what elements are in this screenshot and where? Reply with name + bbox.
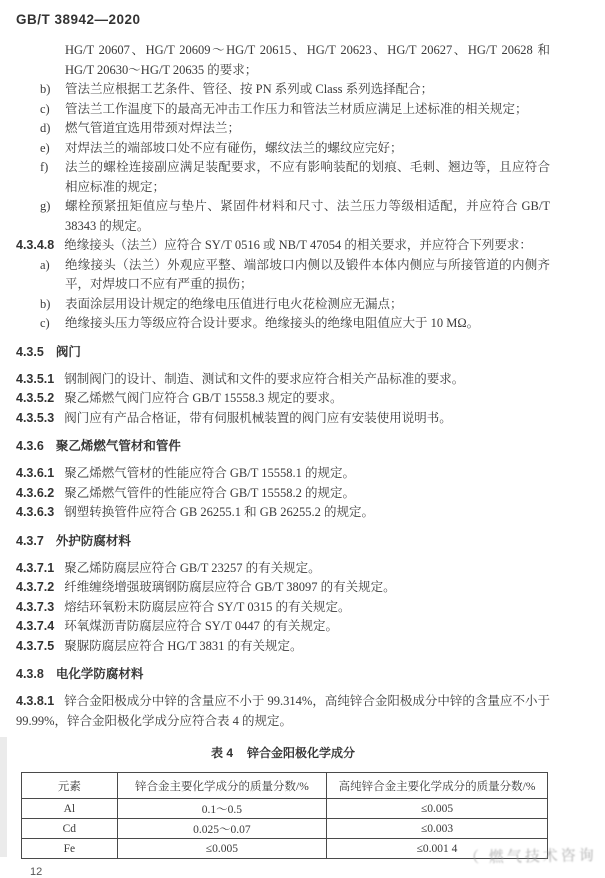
table-header-row xyxy=(22,773,548,799)
clause-text: 环氧煤沥青防腐层应符合 SY/T 0447 的有关规定。 xyxy=(64,619,338,633)
clause-text: 聚乙烯燃气管件的性能应符合 GB/T 15558.2 的规定。 xyxy=(64,485,355,500)
list-item-text: 螺栓预紧扭矩值应与垫片、紧固件材料和尺寸、法兰压力等级相适配，并应符合 GB/T 38343 的规定。 xyxy=(65,199,550,233)
clause xyxy=(16,578,550,598)
list-item xyxy=(16,119,550,139)
clause-number: 4.3.7.4 xyxy=(16,619,55,633)
cell-value: 0.1～0.5 xyxy=(117,799,326,819)
clause xyxy=(16,617,550,637)
clause-text: 钢塑转换管件应符合 GB 26255.1 和 GB 26255.2 的规定。 xyxy=(64,505,374,519)
list-item xyxy=(16,100,550,120)
clause xyxy=(16,464,550,484)
list-item-marker: c) xyxy=(40,101,50,116)
clause-text: 熔结环氧粉末防腐层应符合 SY/T 0315 的有关规定。 xyxy=(64,599,351,614)
clause xyxy=(16,409,550,429)
cell-element: Cd xyxy=(22,819,118,839)
list-item-text: 绝缘接头压力等级应符合设计要求。绝缘接头的绝缘电阻值应大于 10 MΩ。 xyxy=(65,316,480,330)
standard-number-header: GB/T 38942—2020 xyxy=(16,12,141,27)
list-item-text: 管法兰工作温度下的最高无冲击工作压力和管法兰材质应满足上述标准的相关规定； xyxy=(65,101,528,116)
list-item-text: 法兰的螺栓连接副应满足装配要求，不应有影响装配的划痕、毛刺、翘边等，且应符合相应标准的规定； xyxy=(65,160,550,194)
section-heading-4-3-5 xyxy=(16,343,550,362)
clause-text: 聚乙烯燃气阀门应符合 GB/T 15558.3 规定的要求。 xyxy=(64,391,343,405)
section-number: 4.3.7 xyxy=(16,533,44,548)
list-item xyxy=(16,80,550,100)
flange-requirements-list xyxy=(16,80,550,236)
clause-number: 4.3.7.2 xyxy=(16,580,55,594)
list-item-marker: d) xyxy=(40,121,51,135)
list-item-marker: e) xyxy=(40,140,50,155)
list-item-text: 管法兰应根据工艺条件、管径、按 PN 系列或 Class 系列选择配合； xyxy=(65,82,434,96)
document-page xyxy=(16,12,550,878)
clause-number: 4.3.5.1 xyxy=(16,371,55,386)
list-item-text: 燃气管道宜选用带颈对焊法兰； xyxy=(65,121,241,135)
clause-text: 聚脲防腐层应符合 HG/T 3831 的有关规定。 xyxy=(64,638,303,653)
cell-element: Al xyxy=(22,799,118,819)
section-title: 阀门 xyxy=(55,344,81,359)
section-number: 4.3.6 xyxy=(16,439,44,453)
clause-4-3-4-8 xyxy=(16,236,550,256)
clause-text: 阀门应有产品合格证，带有伺服机械装置的阀门应有安装使用说明书。 xyxy=(64,410,452,425)
list-item xyxy=(16,314,550,334)
cell-value: ≤0.005 xyxy=(327,799,548,819)
clause-number: 4.3.8.1 xyxy=(16,694,55,708)
cell-value: ≤0.001 4 xyxy=(327,839,548,859)
list-item-text: 表面涂层用设计规定的绝缘电压值进行电火花检测应无漏点； xyxy=(65,296,403,311)
list-item-marker: b) xyxy=(40,82,51,96)
insulating-joint-list xyxy=(16,256,550,334)
clause-number: 4.3.6.2 xyxy=(16,485,55,500)
cell-value: ≤0.003 xyxy=(327,819,548,839)
column-header-element: 元素 xyxy=(22,773,118,799)
section-title: 电化学防腐材料 xyxy=(55,667,144,681)
clause-number: 4.3.7.3 xyxy=(16,599,55,614)
clause xyxy=(16,559,550,579)
list-item xyxy=(16,295,550,315)
clause-number: 4.3.5.3 xyxy=(16,410,55,425)
clause xyxy=(16,484,550,504)
list-item xyxy=(16,158,550,197)
clause-text: 锌合金阳极成分中锌的含量应不小于 99.314%，高纯锌合金阳极成分中锌的含量应不小于 99.99%，锌合金阳极化学成分应符合表 4 的规定。 xyxy=(16,694,550,728)
table-4-caption xyxy=(16,744,550,761)
clause-text: 钢制阀门的设计、制造、测试和文件的要求应符合相关产品标准的要求。 xyxy=(64,371,465,386)
clause xyxy=(16,370,550,390)
clause-number: 4.3.7.1 xyxy=(16,560,55,575)
clause-text: 聚乙烯燃气管材的性能应符合 GB/T 15558.1 的规定。 xyxy=(64,466,355,480)
clause xyxy=(16,692,550,731)
table-caption-title: 锌合金阳极化学成分 xyxy=(247,746,356,760)
watermark-text: （ 燃气技术咨询 xyxy=(464,847,598,867)
section-number: 4.3.5 xyxy=(16,344,44,359)
section-number: 4.3.8 xyxy=(16,667,44,681)
list-item-marker: b) xyxy=(40,296,51,311)
list-item xyxy=(16,139,550,159)
list-item-marker: c) xyxy=(40,316,50,330)
cell-element: Fe xyxy=(22,839,118,859)
intro-continuation-paragraph: HG/T 20607、HG/T 20609～HG/T 20615、HG/T 20623、HG/T 20627、HG/T 20628 和 HG/T 20630～HG/T 20635 的要求； xyxy=(65,43,550,77)
page-number: 12 xyxy=(30,866,43,878)
section-heading-4-3-7 xyxy=(16,532,550,551)
clause-text: 聚乙烯防腐层应符合 GB/T 23257 的有关规定。 xyxy=(64,560,321,575)
section-title: 外护防腐材料 xyxy=(55,533,131,548)
scan-edge-shadow xyxy=(0,737,7,857)
list-item xyxy=(16,197,550,236)
table-row xyxy=(22,819,548,839)
cell-value: 0.025～0.07 xyxy=(117,819,326,839)
clause-number: 4.3.5.2 xyxy=(16,391,55,405)
list-item-marker: g) xyxy=(40,199,51,213)
list-item-text: 绝缘接头（法兰）外观应平整、端部坡口内侧以及锻件本体内侧应与所接管道的内侧齐平，对焊坡口不应有严重的损伤； xyxy=(65,257,550,291)
table-caption-label: 表 4 xyxy=(210,746,233,760)
clause-number: 4.3.7.5 xyxy=(16,638,55,653)
clause xyxy=(16,503,550,523)
clause-text: 绝缘接头（法兰）应符合 SY/T 0516 或 NB/T 47054 的相关要求，并应符合下列要求： xyxy=(64,238,532,252)
section-heading-4-3-6 xyxy=(16,437,550,456)
column-header-highpurity-fraction: 高纯锌合金主要化学成分的质量分数/% xyxy=(327,773,548,799)
list-item-marker: a) xyxy=(40,257,50,272)
clause-number: 4.3.6.1 xyxy=(16,466,55,480)
clause xyxy=(16,598,550,618)
list-item-text: 对焊法兰的端部坡口处不应有碰伤，螺纹法兰的螺纹应完好； xyxy=(65,140,403,155)
cell-value: ≤0.005 xyxy=(117,839,326,859)
clause xyxy=(16,389,550,409)
column-header-alloy-fraction: 锌合金主要化学成分的质量分数/% xyxy=(117,773,326,799)
table-row xyxy=(22,799,548,819)
section-heading-4-3-8 xyxy=(16,665,550,684)
section-title: 聚乙烯燃气管材和管件 xyxy=(55,439,181,453)
clause-number: 4.3.4.8 xyxy=(16,238,55,252)
clause-text: 纤维缠绕增强玻璃钢防腐层应符合 GB/T 38097 的有关规定。 xyxy=(64,580,396,594)
list-item xyxy=(16,256,550,295)
list-item-marker: f) xyxy=(40,160,49,174)
clause xyxy=(16,637,550,657)
clause-number: 4.3.6.3 xyxy=(16,505,55,519)
